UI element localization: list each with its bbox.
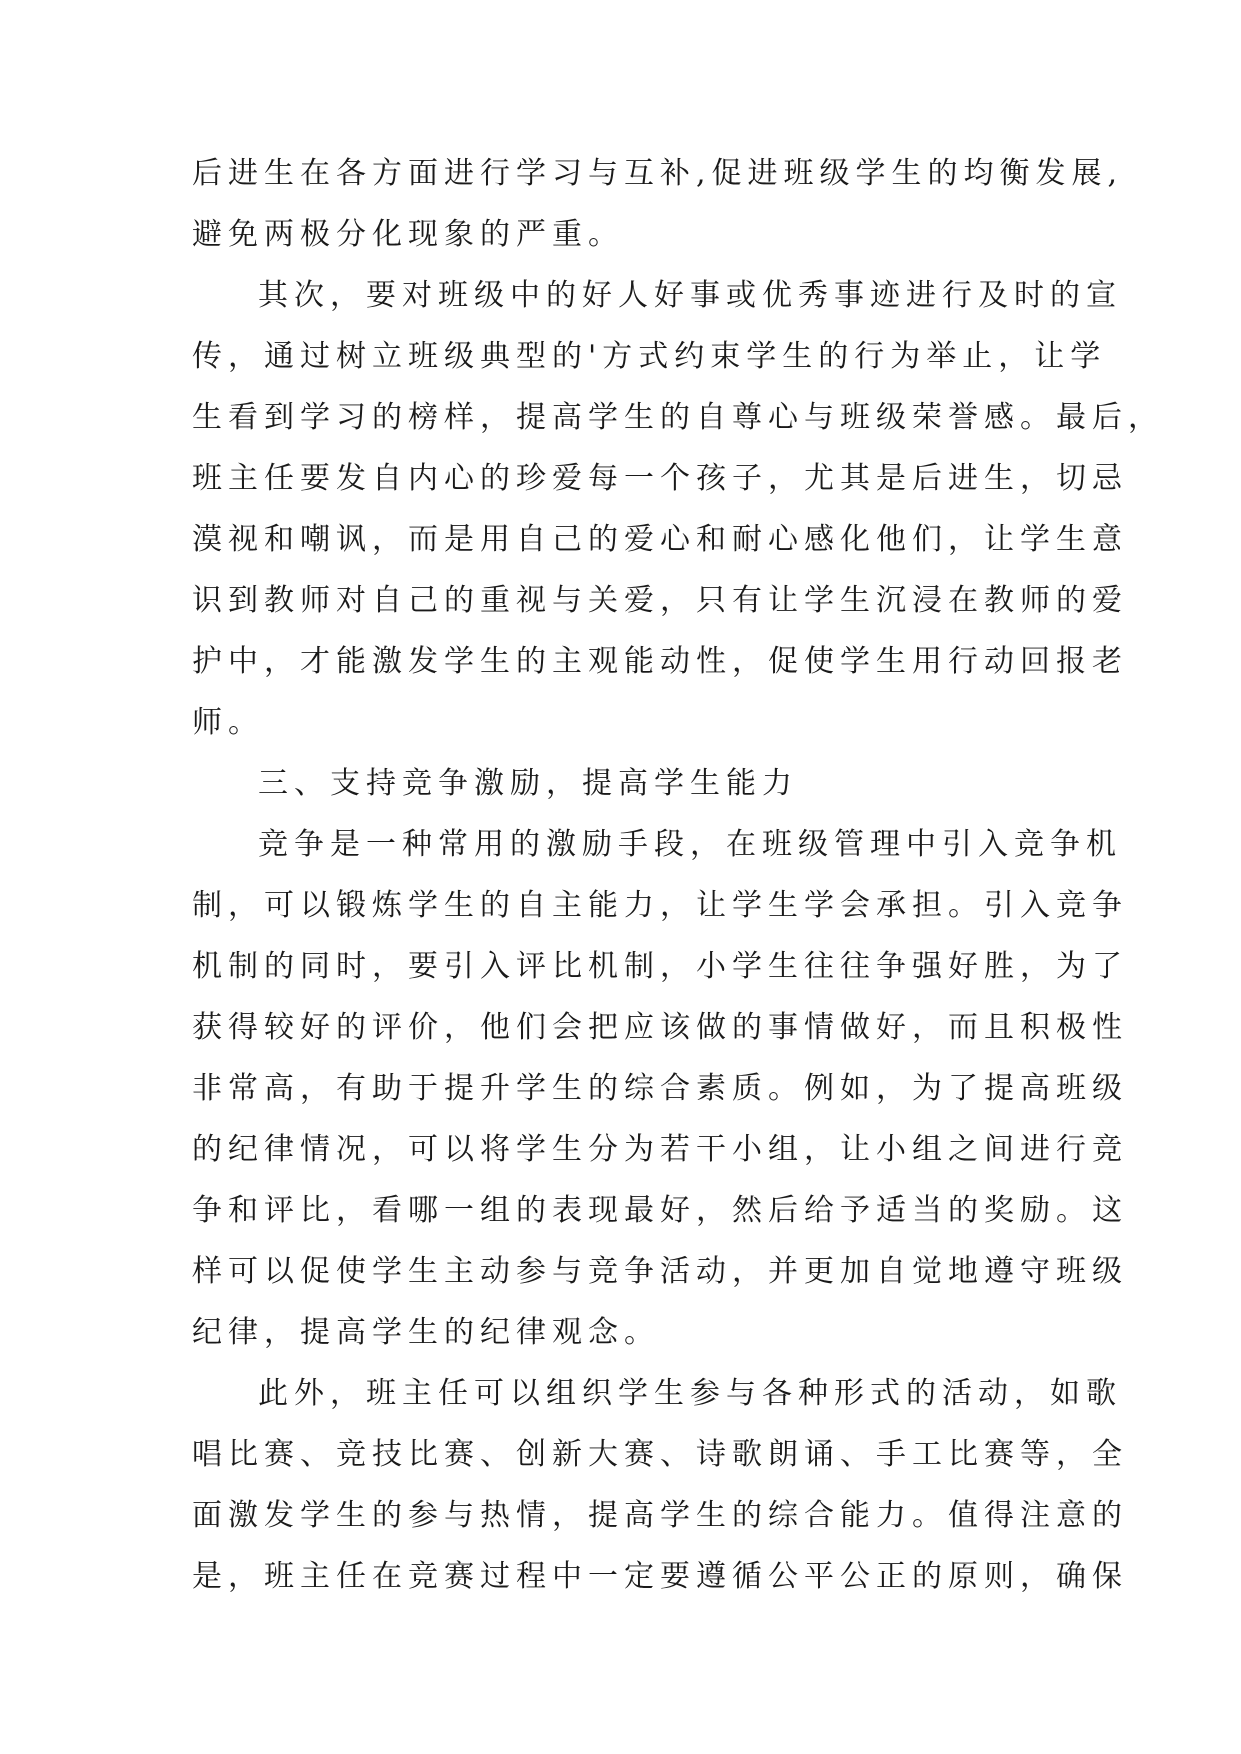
document-body (192, 143, 1164, 1607)
text-line: 制，可以锻炼学生的自主能力，让学生学会承担。引入竞争 (192, 888, 1128, 923)
text-line: 机制的同时，要引入评比机制，小学生往往争强好胜，为了 (192, 949, 1128, 984)
text-line: 此外，班主任可以组织学生参与各种形式的活动，如歌 (258, 1376, 1122, 1411)
text-line: 后进生在各方面进行学习与互补,促进班级学生的均衡发展, (192, 156, 1124, 191)
text-line: 争和评比，看哪一组的表现最好，然后给予适当的奖励。这 (192, 1193, 1128, 1228)
text-line: 获得较好的评价，他们会把应该做的事情做好，而且积极性 (192, 1010, 1128, 1045)
text-line: 班主任要发自内心的珍爱每一个孩子，尤其是后进生，切忌 (192, 461, 1128, 496)
text-line: 师。 (192, 705, 264, 740)
text-line: 其次，要对班级中的好人好事或优秀事迹进行及时的宣 (258, 278, 1122, 313)
text-line: 是，班主任在竞赛过程中一定要遵循公平公正的原则，确保 (192, 1559, 1128, 1594)
text-line: 护中，才能激发学生的主观能动性，促使学生用行动回报老 (192, 644, 1128, 679)
text-line: 漠视和嘲讽，而是用自己的爱心和耐心感化他们，让学生意 (192, 522, 1128, 557)
text-line: 唱比赛、竞技比赛、创新大赛、诗歌朗诵、手工比赛等，全 (192, 1437, 1128, 1472)
text-line: 样可以促使学生主动参与竞争活动，并更加自觉地遵守班级 (192, 1254, 1128, 1289)
paragraph (192, 143, 1124, 265)
text-line: 竞争是一种常用的激励手段，在班级管理中引入竞争机 (258, 827, 1122, 862)
heading-text: 三、支持竞争激励，提高学生能力 (258, 766, 798, 801)
section-heading (192, 753, 1062, 814)
paragraph (192, 265, 1164, 753)
text-line: 的纪律情况，可以将学生分为若干小组，让小组之间进行竞 (192, 1132, 1128, 1167)
text-line: 纪律，提高学生的纪律观念。 (192, 1315, 660, 1350)
text-line: 识到教师对自己的重视与关爱，只有让学生沉浸在教师的爱 (192, 583, 1128, 618)
text-line: 避免两极分化现象的严重。 (192, 217, 624, 252)
paragraph (192, 1363, 1128, 1607)
text-line: 传，通过树立班级典型的'方式约束学生的行为举止，让学 (192, 339, 1107, 374)
text-line: 生看到学习的榜样，提高学生的自尊心与班级荣誉感。最后， (192, 400, 1164, 435)
text-line: 非常高，有助于提升学生的综合素质。例如，为了提高班级 (192, 1071, 1128, 1106)
paragraph (192, 814, 1128, 1363)
text-line: 面激发学生的参与热情，提高学生的综合能力。值得注意的 (192, 1498, 1128, 1533)
